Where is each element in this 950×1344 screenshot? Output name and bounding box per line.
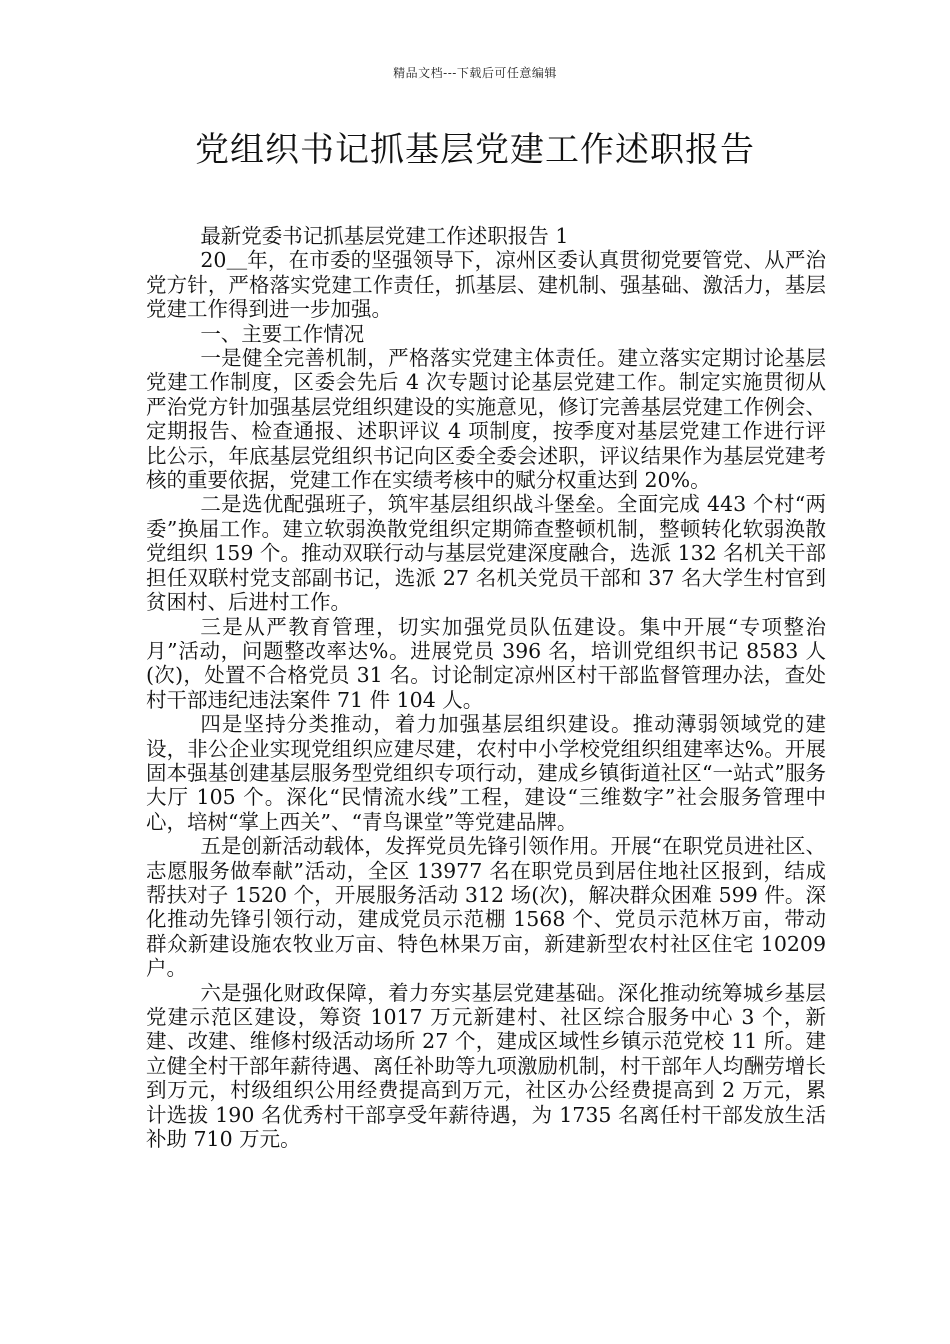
header-note: 精品文档---下载后可任意编辑 — [393, 66, 557, 80]
paragraph-item-5: 五是创新活动载体，发挥党员先锋引领作用。开展“在职党员进社区、志愿服务做奉献”活动，全区 13977 名在职党员到居住地社区报到，结成帮扶对子 1520 个，开展服务活动 312 场(次)，解决群众困难 599 件。深化推动先锋引领行动，建成党员示范棚 1568 个、党员示范林万亩，带动群众新建设施农牧业万亩、特色林果万亩，新建新型农村社区住宅 10209 户。 — [146, 834, 826, 981]
paragraph-item-3: 三是从严教育管理，切实加强党员队伍建设。集中开展“专项整治月”活动，问题整改率达%。进展党员 396 名，培训党组织书记 8583 人(次)，处置不合格党员 31 名。讨论制定凉州区村干部监督管理办法，查处村干部违纪违法案件 71 件 104 人。 — [146, 614, 826, 712]
paragraph-item-4: 四是坚持分类推动，着力加强基层组织建设。推动薄弱领域党的建设，非公企业实现党组织应建尽建，农村中小学校党组织组建率达%。开展固本强基创建基层服务型党组织专项行动，建成乡镇街道社区“一站式”服务大厅 105 个。深化“民情流水线”工程，建设“三维数字”社会服务管理中心，培树“掌上西关”、“青鸟课堂”等党建品牌。 — [146, 712, 826, 834]
paragraph-item-1: 一是健全完善机制，严格落实党建主体责任。建立落实定期讨论基层党建工作制度，区委会先后 4 次专题讨论基层党建工作。制定实施贯彻从严治党方针加强基层党组织建设的实施意见，修订完善基层党建工作例会、定期报告、检查通报、述职评议 4 项制度，按季度对基层党建工作进行评比公示，年底基层党组织书记向区委全委会述职，评议结果作为基层党建考核的重要依据，党建工作在实绩考核中的赋分权重达到 20%。 — [146, 346, 826, 493]
paragraph-item-2: 二是选优配强班子，筑牢基层组织战斗堡垒。全面完成 443 个村“两委”换届工作。建立软弱涣散党组织定期筛查整顿机制，整顿转化软弱涣散党组织 159 个。推动双联行动与基层党建深度融合，选派 132 名机关干部担任双联村党支部副书记，选派 27 名机关党员干部和 37 名大学生村官到贫困村、后进村工作。 — [146, 492, 826, 615]
report-subtitle: 最新党委书记抓基层党建工作述职报告 1 — [200, 224, 569, 248]
document-title: 党组织书记抓基层党建工作述职报告 — [195, 130, 755, 170]
document-body — [146, 224, 826, 1151]
paragraph-intro: 20＿年，在市委的坚强领导下，凉州区委认真贯彻党要管党、从严治党方针，严格落实党建工作责任，抓基层、建机制、强基础、激活力，基层党建工作得到进一步加强。 — [146, 248, 826, 322]
paragraph-item-6: 六是强化财政保障，着力夯实基层党建基础。深化推动统筹城乡基层党建示范区建设，筹资 1017 万元新建村、社区综合服务中心 3 个，新建、改建、维修村级活动场所 27 个，建成区域性乡镇示范党校 11 所。建立健全村干部年薪待遇、离任补助等九项激励机制，村干部年人均酬劳增长到万元，村级组织公用经费提高到万元，社区办公经费提高到 2 万元，累计选拔 190 名优秀村干部享受年薪待遇，为 1735 名离任村干部发放生活补助 710 万元。 — [146, 980, 826, 1152]
section-heading: 一、主要工作情况 — [200, 321, 365, 346]
